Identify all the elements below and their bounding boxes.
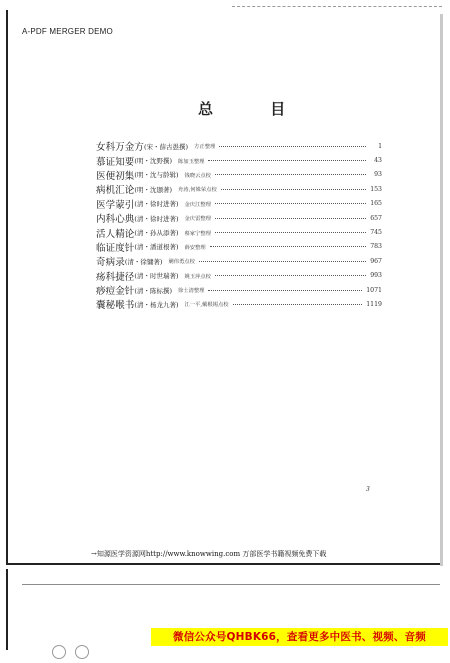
toc-entry[interactable] — [96, 254, 382, 268]
toc-entry-title: 奇病录 — [96, 257, 125, 269]
toc-entry-title: 医学蒙引 — [96, 199, 135, 211]
toc-leader-dots — [215, 174, 366, 175]
toc-entry-author: (明・沈野撰) — [134, 157, 172, 166]
toc-entry-editor: 徐士清整理 — [177, 288, 205, 295]
toc-entry-title: 痧痘金针 — [96, 286, 135, 298]
toc-entry-author: (清・潘道根著) — [134, 243, 179, 252]
toc-entry-author: (明・沈与龄辑) — [134, 171, 179, 180]
toc-leader-dots — [199, 261, 366, 262]
toc-entry-page: 993 — [370, 272, 382, 280]
toc-entry[interactable] — [96, 297, 382, 311]
toc-entry-page: 165 — [370, 200, 382, 208]
demo-watermark: A-PDF MERGER DEMO — [22, 27, 113, 36]
toc-entry-editor: 姚玉萍点校 — [184, 273, 211, 280]
promo-banner[interactable]: 微信公众号QHBK66，查看更多中医书、视频、音频 — [151, 628, 448, 646]
toc-entry-editor: 剿伟勇点校 — [168, 259, 195, 266]
footer-link-text[interactable]: →知源医学资源网http://www.knowwing.com 万部医学书籍视频免费下载 — [91, 550, 327, 558]
toc-entry-page: 745 — [370, 229, 382, 237]
toc-entry[interactable] — [96, 283, 382, 297]
toc-entry[interactable] — [96, 269, 382, 283]
toc-entry-page: 93 — [374, 171, 382, 179]
toc-entry[interactable] — [96, 197, 382, 211]
toc-leader-dots — [210, 246, 366, 247]
viewer-nav-controls — [52, 644, 93, 663]
toc-entry-author: (清・孙从添著) — [134, 229, 179, 238]
table-of-contents — [96, 139, 382, 312]
nav-circle-icon[interactable] — [75, 645, 89, 659]
toc-entry-page: 783 — [370, 243, 382, 251]
toc-entry-page: 1119 — [366, 300, 382, 308]
nav-circle-icon[interactable] — [52, 645, 66, 659]
toc-entry[interactable] — [96, 225, 382, 239]
toc-entry-page: 43 — [374, 157, 382, 165]
toc-entry-page: 967 — [370, 257, 382, 265]
toc-entry-title: 疡科捷径 — [96, 271, 135, 283]
toc-entry-editor: 金庆江整理 — [184, 201, 211, 208]
toc-leader-dots — [233, 304, 363, 305]
toc-entry-title: 女科万金方 — [96, 142, 145, 154]
toc-entry[interactable] — [96, 153, 382, 167]
toc-entry-title: 临证度针 — [96, 242, 135, 254]
toc-entry-author: (清・杨龙九著) — [134, 300, 179, 309]
toc-entry[interactable] — [96, 139, 382, 153]
toc-entry-title: 医便初集 — [96, 170, 135, 182]
toc-entry[interactable] — [96, 168, 382, 182]
toc-leader-dots — [215, 218, 366, 219]
toc-entry-page: 657 — [370, 214, 382, 222]
toc-entry-page: 1071 — [366, 286, 382, 294]
toc-entry-author: (清・陈标撰) — [134, 286, 172, 295]
toc-entry-author: (清・时世瑞著) — [134, 272, 179, 281]
toc-leader-dots — [208, 160, 366, 161]
toc-entry-page: 153 — [370, 185, 382, 193]
toc-entry[interactable] — [96, 240, 382, 254]
toc-leader-dots — [215, 275, 366, 276]
toc-entry-editor: 方正整理 — [194, 144, 216, 151]
toc-entry-title: 内科心典 — [96, 214, 135, 226]
toc-entry-editor: 陈加玉整理 — [177, 158, 205, 165]
toc-leader-dots — [215, 232, 366, 233]
toc-entry-author: (清・徐时进著) — [134, 200, 179, 209]
toc-entry-title: 囊秘喉书 — [96, 300, 135, 312]
toc-leader-dots — [221, 189, 366, 190]
toc-leader-dots — [208, 290, 362, 291]
toc-entry-title: 慕证知要 — [96, 156, 135, 168]
toc-entry-author: (明・沈颋著) — [134, 185, 172, 194]
toc-entry-editor: 舟涛,何姝荣点校 — [177, 187, 217, 194]
toc-entry-page: 1 — [378, 142, 382, 150]
toc-entry-author: (清・徐时进著) — [134, 214, 179, 223]
next-page-top-line — [22, 584, 440, 585]
toc-entry-author: (清・徐镛著) — [124, 257, 163, 266]
toc-entry-editor: 薛安整理 — [184, 244, 206, 251]
toc-entry-editor: 江一平,戴根锡点校 — [184, 302, 229, 309]
toc-entry[interactable] — [96, 182, 382, 196]
page-title: 总 目 — [198, 100, 312, 118]
viewer-top-dashed-line — [232, 6, 442, 7]
toc-entry-editor: 钱晓云点校 — [184, 172, 211, 179]
toc-entry-author: (宋・薛古愚撰) — [144, 142, 189, 151]
page-shadow — [440, 14, 443, 567]
toc-leader-dots — [219, 146, 366, 147]
page-number: 3 — [366, 486, 370, 493]
toc-entry-title: 活人精论 — [96, 228, 135, 240]
toc-entry-title: 病机汇论 — [96, 185, 135, 197]
next-page-edge — [6, 569, 8, 650]
toc-leader-dots — [215, 203, 366, 204]
toc-entry-editor: 蔡家宁整理 — [184, 230, 211, 237]
toc-entry-editor: 金庆雷整理 — [184, 216, 211, 223]
toc-entry[interactable] — [96, 211, 382, 225]
